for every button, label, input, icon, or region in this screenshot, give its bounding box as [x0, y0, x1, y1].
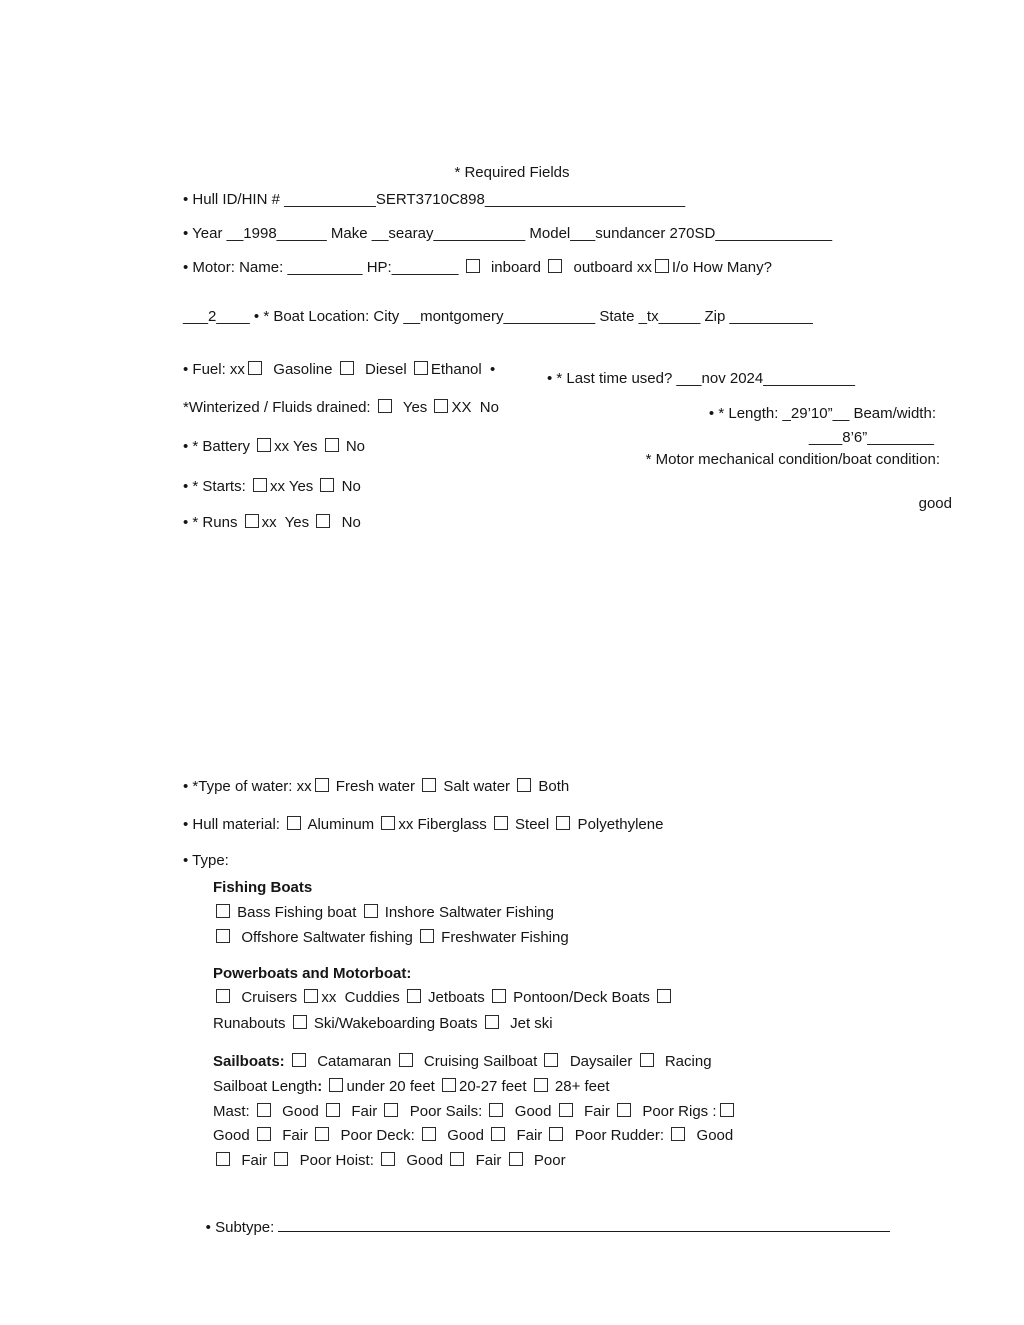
text-run: Salt water — [439, 778, 515, 795]
text-run: Cruisers — [233, 989, 302, 1006]
checkbox[interactable] — [326, 1103, 340, 1117]
checkbox[interactable] — [492, 989, 506, 1003]
text-run: XX No — [451, 399, 499, 416]
checkbox[interactable] — [509, 1152, 523, 1166]
text-run: Runabouts — [213, 1015, 290, 1032]
text-run: Cruising Sailboat — [415, 1053, 542, 1070]
text-run: Fair — [233, 1152, 272, 1169]
year-make-model-line: • Year __1998______ Make __searay___________ Model___sundancer 270SD______________ — [183, 225, 833, 242]
text-run: I/o How Many? — [671, 259, 772, 276]
sailboats-row — [213, 1052, 712, 1071]
type-label: • Type: — [183, 852, 229, 869]
text-run: Poor — [525, 1152, 566, 1169]
checkbox[interactable] — [534, 1078, 548, 1092]
text-run: Fair — [575, 1103, 614, 1120]
text-run: • * Battery — [183, 438, 255, 455]
checkbox[interactable] — [216, 929, 230, 943]
text-run: Good — [213, 1127, 254, 1144]
text-run — [285, 1053, 289, 1070]
text-run: Fair — [508, 1127, 547, 1144]
text-run: 20-27 feet — [459, 1078, 531, 1095]
checkbox[interactable] — [257, 438, 271, 452]
text-run: xx Yes — [261, 514, 314, 531]
fishing-boats-row-2 — [213, 928, 569, 947]
text-run: Poor Sails: — [401, 1103, 487, 1120]
text-run: Ski/Wakeboarding Boats — [309, 1015, 482, 1032]
text-run — [322, 1078, 326, 1095]
hoist-condition-row — [213, 1151, 566, 1170]
motor-line — [183, 258, 772, 277]
checkbox[interactable] — [216, 989, 230, 1003]
checkbox[interactable] — [720, 1103, 734, 1117]
text-run: Fair — [273, 1127, 313, 1144]
text-run: • * Starts: — [183, 478, 250, 495]
checkbox[interactable] — [315, 778, 329, 792]
text-run: • *Type of water: xx — [183, 778, 312, 795]
text-run: xx Cuddies — [321, 989, 404, 1006]
checkbox[interactable] — [340, 361, 354, 375]
text-run: • Hull material: — [183, 816, 285, 833]
fishing-boats-header: Fishing Boats — [213, 879, 313, 896]
text-run: Good — [688, 1127, 734, 1144]
text-run: xx Yes — [274, 438, 322, 455]
text-run: under 20 feet — [346, 1078, 440, 1095]
required-fields-note: * Required Fields — [454, 164, 570, 181]
checkbox[interactable] — [494, 816, 508, 830]
battery-line — [183, 437, 365, 456]
text-run: Inshore Saltwater Fishing — [380, 904, 554, 921]
checkbox[interactable] — [248, 361, 262, 375]
text-run: Fresh water — [331, 778, 420, 795]
text-run: xx Fiberglass — [398, 816, 491, 833]
checkbox[interactable] — [381, 816, 395, 830]
checkbox[interactable] — [559, 1103, 573, 1117]
checkbox[interactable] — [655, 259, 669, 273]
sailboat-length-row — [213, 1077, 610, 1096]
length-beam-line: • * Length: _29’10”__ Beam/width: — [708, 405, 936, 422]
text-run: Steel — [510, 816, 554, 833]
checkbox[interactable] — [399, 1053, 413, 1067]
checkbox[interactable] — [556, 816, 570, 830]
starts-line — [183, 477, 361, 496]
text-run: Diesel — [356, 361, 411, 378]
checkbox[interactable] — [293, 1015, 307, 1029]
text-run: Pontoon/Deck Boats — [508, 989, 655, 1006]
text-run: Catamaran — [308, 1053, 396, 1070]
checkbox[interactable] — [378, 399, 392, 413]
text-run: Sailboats: — [213, 1053, 285, 1070]
text-run: • Motor: Name: _________ HP:________ — [183, 259, 463, 276]
text-run: Offshore Saltwater fishing — [233, 929, 417, 946]
subtype-line — [189, 1198, 890, 1256]
text-run: Poor Hoist: — [291, 1152, 379, 1169]
checkbox[interactable] — [548, 259, 562, 273]
text-run: Good — [273, 1103, 324, 1120]
text-run: Both — [534, 778, 570, 795]
checkbox[interactable] — [257, 1127, 271, 1141]
checkbox[interactable] — [316, 514, 330, 528]
checkbox[interactable] — [274, 1152, 288, 1166]
hull-id-line: • Hull ID/HIN # ___________SERT3710C898________________________ — [183, 191, 686, 208]
checkbox[interactable] — [422, 1127, 436, 1141]
text-run: inboard — [482, 259, 546, 276]
checkbox[interactable] — [287, 816, 301, 830]
text-run: Yes — [394, 399, 432, 416]
checkbox[interactable] — [384, 1103, 398, 1117]
powerboats-header: Powerboats and Motorboat: — [213, 965, 412, 982]
text-run: 28+ feet — [550, 1078, 610, 1095]
checkbox[interactable] — [491, 1127, 505, 1141]
checkbox[interactable] — [450, 1152, 464, 1166]
deck-rudder-condition-row — [213, 1126, 733, 1145]
text-run: Good — [398, 1152, 448, 1169]
checkbox[interactable] — [245, 514, 259, 528]
checkbox[interactable] — [442, 1078, 456, 1092]
text-run: Gasoline — [264, 361, 337, 378]
text-run: No — [337, 478, 361, 495]
text-run: Good — [506, 1103, 556, 1120]
powerboats-row-2 — [213, 1014, 553, 1033]
text-run: Sailboat Length — [213, 1078, 318, 1095]
checkbox[interactable] — [320, 478, 334, 492]
checkbox[interactable] — [420, 929, 434, 943]
text-run: Freshwater Fishing — [436, 929, 569, 946]
checkbox[interactable] — [216, 1152, 230, 1166]
checkbox[interactable] — [549, 1127, 563, 1141]
text-run: No — [333, 514, 361, 531]
condition-value: good — [918, 495, 952, 512]
checkbox[interactable] — [292, 1053, 306, 1067]
checkbox[interactable] — [216, 904, 230, 918]
text-run: Daysailer — [561, 1053, 637, 1070]
checkbox[interactable] — [657, 989, 671, 1003]
boat-location-line: ___2____ • * Boat Location: City __montgomery___________ State _tx_____ Zip __________ — [183, 308, 813, 325]
mast-condition-row — [213, 1102, 737, 1121]
checkbox[interactable] — [466, 259, 480, 273]
last-time-used-line: • * Last time used? ___nov 2024___________ — [547, 370, 855, 387]
checkbox[interactable] — [364, 904, 378, 918]
fuel-line — [183, 360, 495, 379]
checkbox[interactable] — [329, 1078, 343, 1092]
checkbox[interactable] — [304, 989, 318, 1003]
checkbox[interactable] — [640, 1053, 654, 1067]
text-run: Jetboats — [423, 989, 489, 1006]
text-run: Good — [438, 1127, 489, 1144]
checkbox[interactable] — [489, 1103, 503, 1117]
subtype-label: • Subtype: — [205, 1219, 279, 1236]
checkbox[interactable] — [414, 361, 428, 375]
text-run: Fair — [467, 1152, 506, 1169]
checkbox[interactable] — [617, 1103, 631, 1117]
subtype-blank-field[interactable] — [278, 1217, 890, 1232]
text-run: Ethanol • — [430, 361, 496, 378]
text-run: xx Yes — [269, 478, 318, 495]
checkbox[interactable] — [253, 478, 267, 492]
checkbox[interactable] — [671, 1127, 685, 1141]
text-run: : — [317, 1078, 323, 1095]
checkbox[interactable] — [315, 1127, 329, 1141]
checkbox[interactable] — [544, 1053, 558, 1067]
checkbox[interactable] — [517, 778, 531, 792]
powerboats-row-1 — [213, 988, 674, 1007]
text-run: • Fuel: xx — [183, 361, 245, 378]
text-run: Mast: — [213, 1103, 254, 1120]
beam-value-line: ____8’6”________ — [808, 429, 934, 446]
text-run: Aluminum — [304, 816, 379, 833]
text-run: • * Runs — [183, 514, 242, 531]
text-run: Racing — [656, 1053, 712, 1070]
text-run: outboard xx — [565, 259, 652, 276]
winterized-line — [183, 398, 499, 417]
text-run: Fair — [343, 1103, 382, 1120]
checkbox[interactable] — [381, 1152, 395, 1166]
checkbox[interactable] — [257, 1103, 271, 1117]
checkbox[interactable] — [325, 438, 339, 452]
text-run: Poor Rudder: — [566, 1127, 669, 1144]
text-run: Jet ski — [501, 1015, 553, 1032]
checkbox[interactable] — [485, 1015, 499, 1029]
type-of-water-line — [183, 777, 569, 796]
runs-line — [183, 513, 361, 532]
text-run: No — [341, 438, 366, 455]
hull-material-line — [183, 815, 663, 834]
text-run: Polyethylene — [573, 816, 664, 833]
text-run: Poor Rigs : — [633, 1103, 717, 1120]
text-run: *Winterized / Fluids drained: — [183, 399, 375, 416]
text-run: Bass Fishing boat — [233, 904, 361, 921]
text-run: Poor Deck: — [332, 1127, 419, 1144]
checkbox[interactable] — [434, 399, 448, 413]
fishing-boats-row-1 — [213, 903, 554, 922]
motor-condition-label: * Motor mechanical condition/boat condition: — [645, 451, 940, 468]
checkbox[interactable] — [407, 989, 421, 1003]
checkbox[interactable] — [422, 778, 436, 792]
